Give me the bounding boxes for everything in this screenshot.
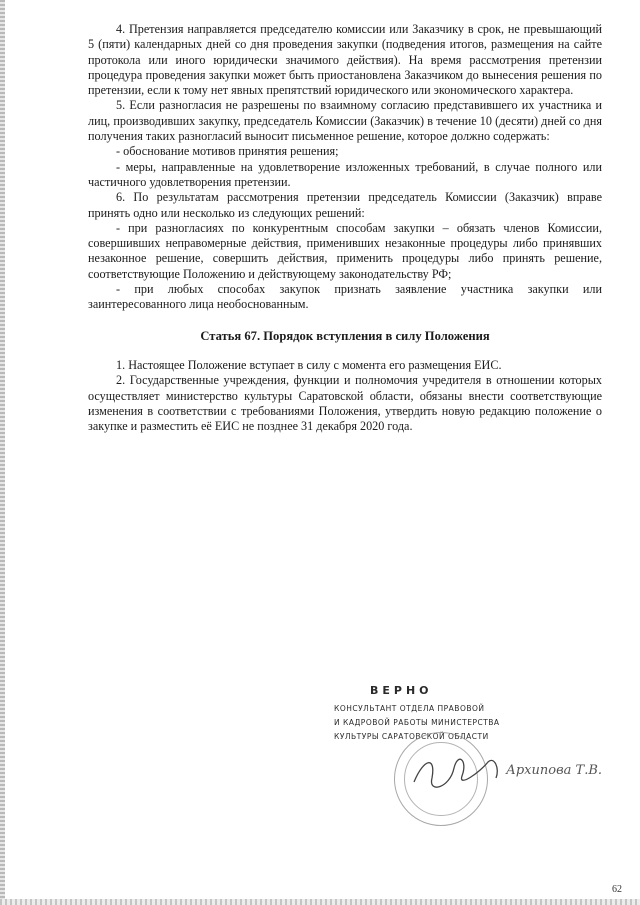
section-heading: Статья 67. Порядок вступления в силу Положения	[200, 328, 490, 343]
paragraph-5-item-1: - обоснование мотивов принятия решения;	[116, 144, 339, 159]
article-67-paragraph-1: 1. Настоящее Положение вступает в силу с момента его размещения ЕИС.	[116, 357, 502, 372]
paragraph-6-item-1: - при разногласиях по конкурентным способам закупки – обязать членов Комиссии, совершивших неправомерные действия, применивших незаконные процедуры либо принявших незаконное решение, совершить действия, применить процедуры либо принять решение, соответствующие Положению и действующему законодательству РФ;	[88, 220, 602, 281]
signature-icon	[410, 738, 603, 798]
stamp-title: ВЕРНО	[370, 684, 433, 697]
signature-name: Архипова Т.В.	[506, 763, 603, 778]
page-number: 62	[612, 884, 622, 895]
paragraph-4: 4. Претензия направляется председателю комиссии или Заказчику в срок, не превышающий 5 (пяти) календарных дней со дня проведения закупки (подведения итогов, размещения на сайте протокола или иного юридически значимого действия). На время рассмотрения претензии процедура проведения закупки может быть приостановлена Заказчиком до вынесения решения по претензии, если к тому нет явных препятствий юридического или экономического характера.	[88, 22, 602, 98]
stamp-line-1: КОНСУЛЬТАНТ ОТДЕЛА ПРАВОВОЙ	[334, 704, 485, 713]
scan-edge-left	[0, 0, 5, 905]
paragraph-6-item-2: - при любых способах закупок признать заявление участника закупки или заинтересованного лица необоснованным.	[88, 282, 602, 312]
document-page	[88, 22, 602, 434]
paragraph-6: 6. По результатам рассмотрения претензии председатель Комиссии (Заказчик) вправе принять одно или несколько из следующих решений:	[88, 190, 602, 220]
paragraph-5: 5. Если разногласия не разрешены по взаимному согласию представившего их участника и лиц, производивших закупку, председатель Комиссии (Заказчик) в течение 10 (десяти) дней со дня получения таких разногласий выносит письменное решение, которое должно содержать:	[88, 98, 602, 144]
certification-stamp	[330, 680, 603, 830]
stamp-line-3: КУЛЬТУРЫ САРАТОВСКОЙ ОБЛАСТИ	[334, 732, 489, 741]
paragraph-5-item-2: - меры, направленные на удовлетворение изложенных требований, в случае полного или частичного удовлетворения претензии.	[88, 159, 602, 189]
article-67-paragraph-2: 2. Государственные учреждения, функции и полномочия учредителя в отношении которых осуществляет министерство культуры Саратовской области, обязаны внести соответствующие изменения в соответствии с требованиями Положения, утвердить новую редакцию положение о закупке и разместить её ЕИС не позднее 31 декабря 2020 года.	[88, 373, 602, 434]
scan-edge-bottom	[0, 899, 640, 905]
stamp-line-2: И КАДРОВОЙ РАБОТЫ МИНИСТЕРСТВА	[334, 718, 500, 727]
